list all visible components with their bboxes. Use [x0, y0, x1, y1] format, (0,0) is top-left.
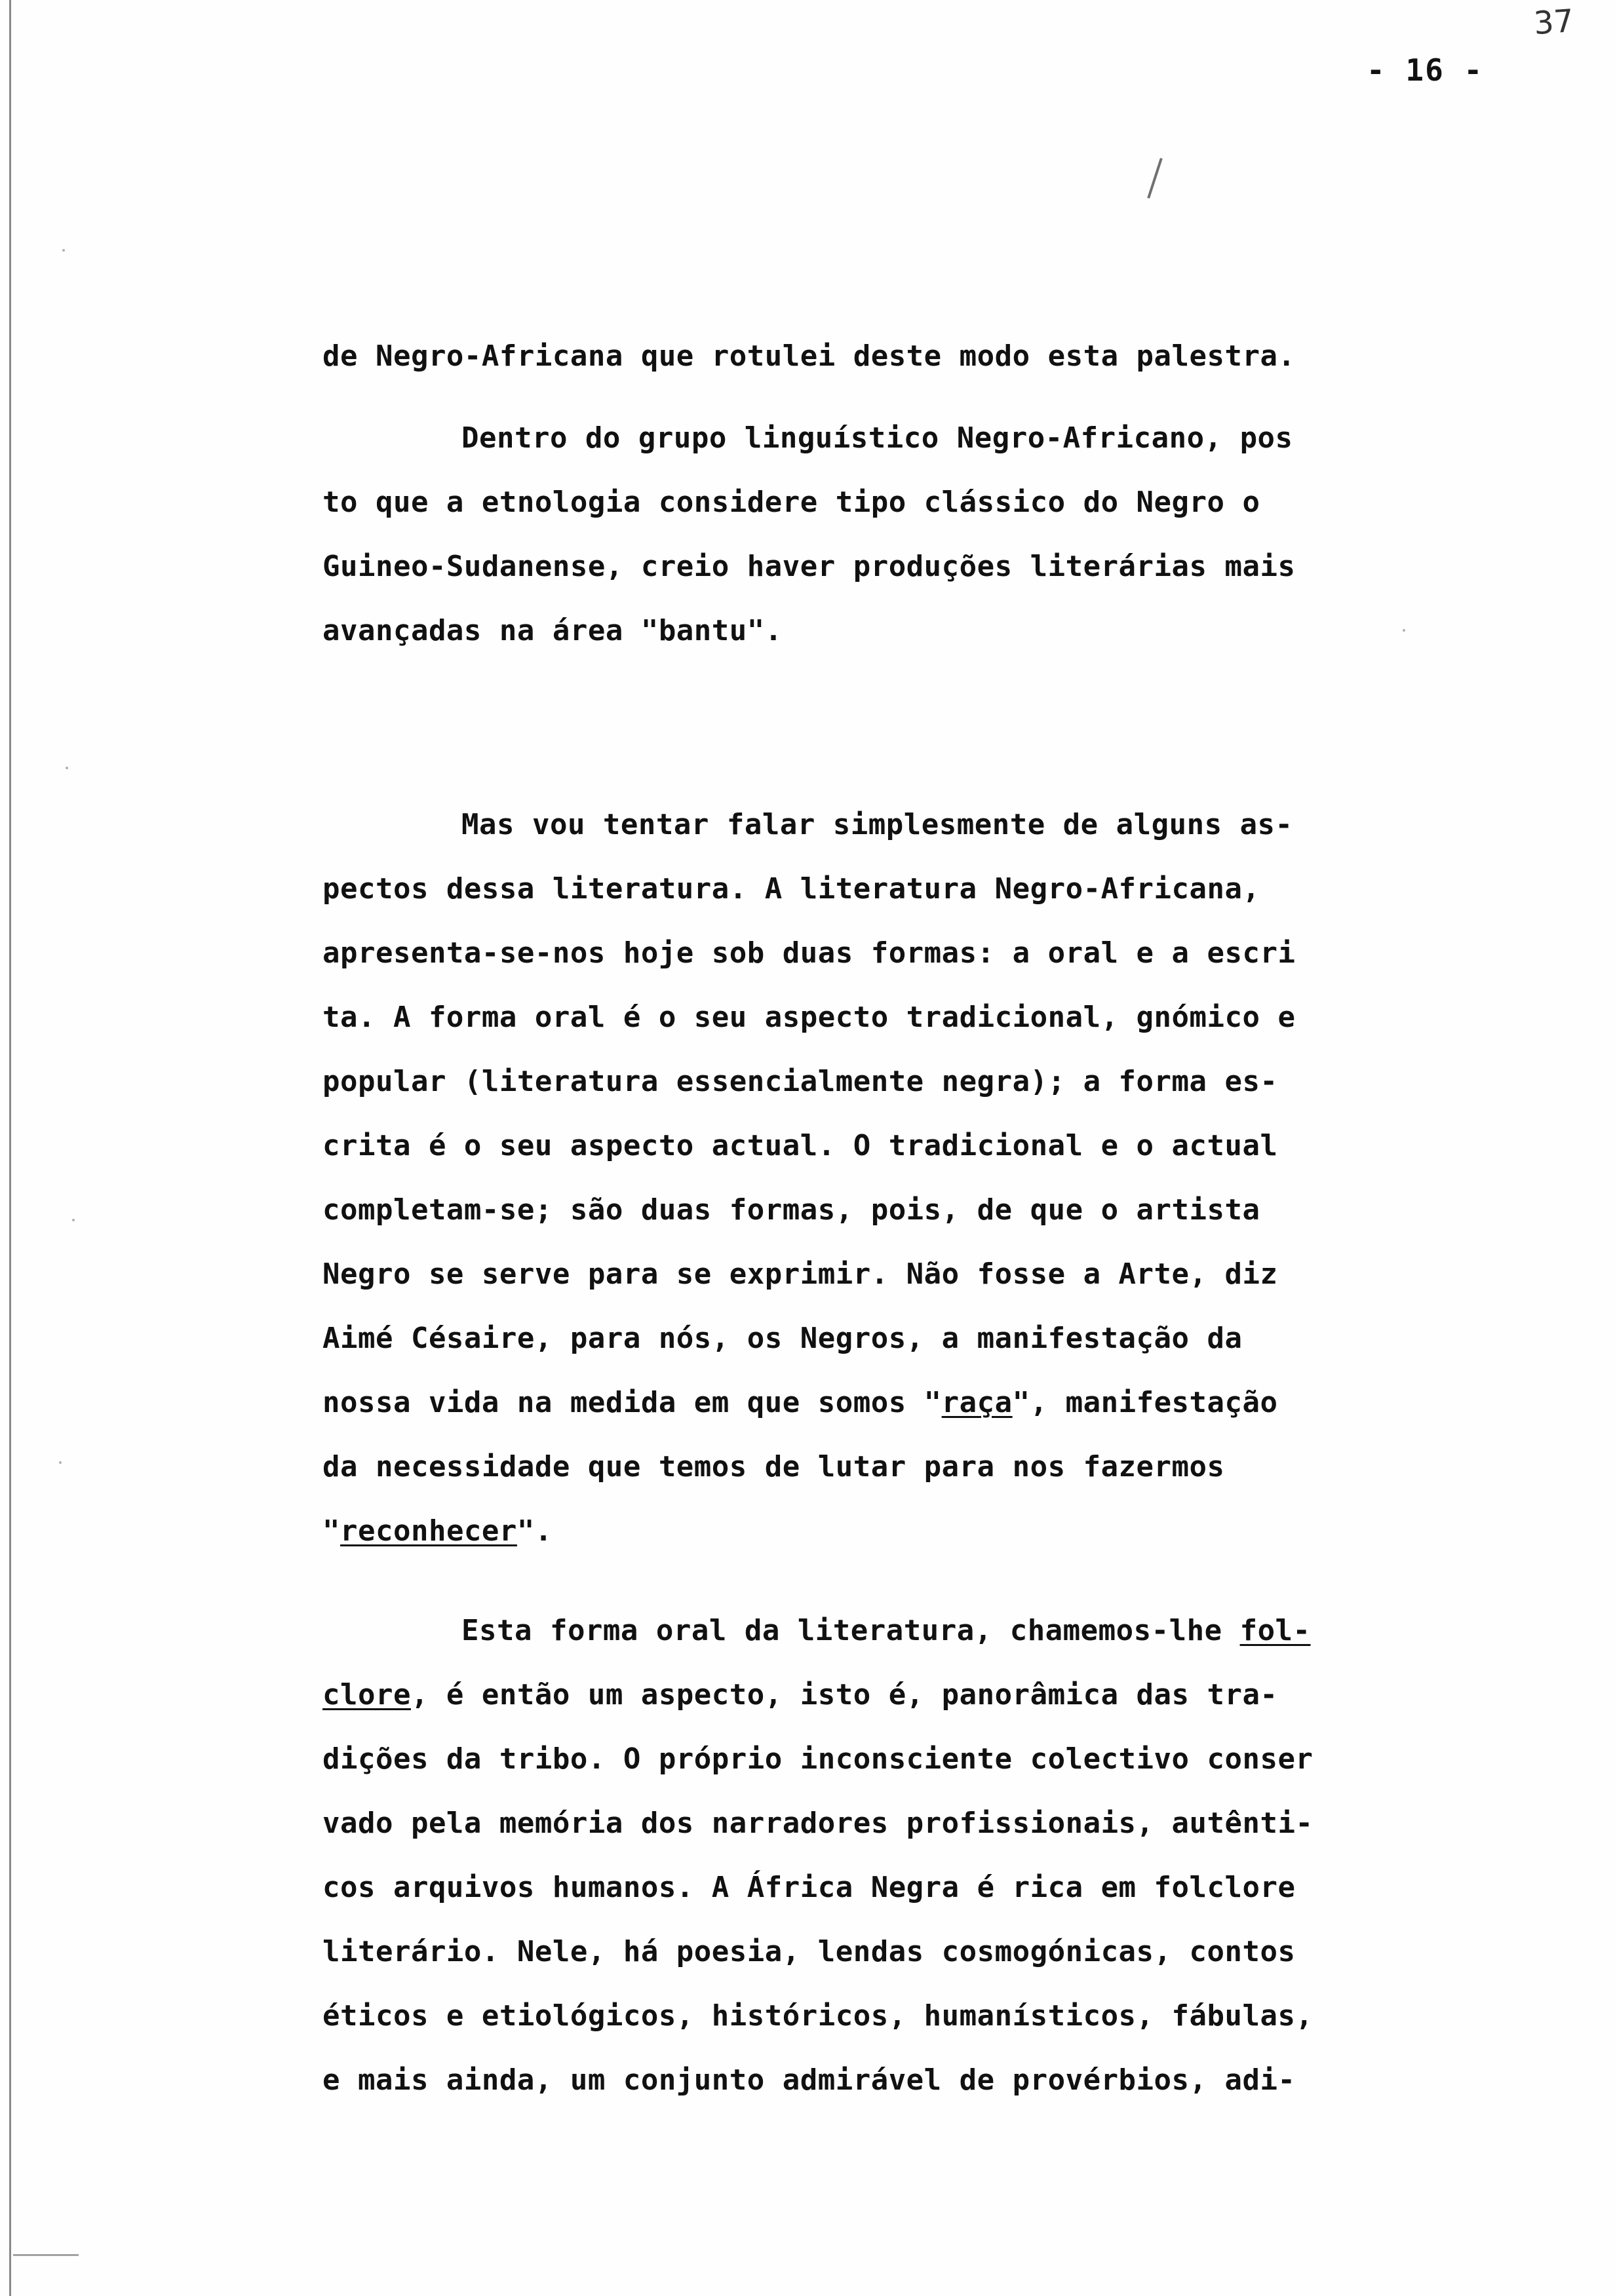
underlined-word: reconhecer [340, 1514, 517, 1548]
text-line: de Negro-Africana que rotulei deste modo esta palestra. [322, 339, 1296, 373]
text-line [322, 1599, 1411, 1663]
paragraph-1 [322, 324, 1411, 389]
archive-number: 37 [1532, 2, 1575, 43]
text-line: to que a etnologia considere tipo clássico do Negro o [322, 486, 1260, 519]
page-number: - 16 - [1367, 52, 1484, 88]
paragraph-3 [322, 793, 1411, 1563]
text-line: Dentro do grupo linguístico Negro-Africano, pos [461, 421, 1293, 455]
scan-speck [62, 249, 65, 252]
paragraph-4 [322, 1599, 1411, 2113]
text-line: Guineo-Sudanense, creio haver produções literárias mais [322, 550, 1296, 583]
text-line: Negro se serve para se exprimir. Não fosse a Arte, diz [322, 1257, 1278, 1291]
text-line: avançadas na área "bantu". [322, 614, 783, 647]
text-line: crita é o seu aspecto actual. O tradicional e o actual [322, 1129, 1278, 1162]
scan-speck [72, 1219, 75, 1221]
text-line: cos arquivos humanos. A África Negra é rica em folclore [322, 1871, 1296, 1904]
scan-speck [59, 1461, 62, 1464]
text-line [322, 1371, 1411, 1435]
scan-speck [66, 767, 68, 769]
text-line: popular (literatura essencialmente negra); a forma es- [322, 1065, 1278, 1098]
text-line: e mais ainda, um conjunto admirável de provérbios, adi- [322, 2063, 1296, 2097]
text-line: pectos dessa literatura. A literatura Negro-Africana, [322, 872, 1260, 906]
text-segment: , é então um aspecto, isto é, panorâmica das tra- [410, 1678, 1278, 1712]
scan-left-edge [9, 0, 11, 2296]
text-line: Aimé Césaire, para nós, os Negros, a manifestação da [322, 1322, 1243, 1355]
text-line: apresenta-se-nos hoje sob duas formas: a oral e a escri [322, 936, 1296, 970]
text-line [322, 1663, 1411, 1727]
text-line: Mas vou tentar falar simplesmente de alguns as- [461, 808, 1293, 841]
text-line: vado pela memória dos narradores profissionais, autênti- [322, 1807, 1313, 1840]
text-line: literário. Nele, há poesia, lendas cosmogónicas, contos [322, 1935, 1296, 1968]
text-line [322, 1499, 1411, 1563]
text-line: completam-se; são duas formas, pois, de que o artista [322, 1193, 1260, 1227]
text-segment: " [322, 1514, 340, 1548]
underlined-word: clore [322, 1678, 411, 1712]
scan-footer-mark [13, 2254, 79, 2256]
pencil-mark [1147, 158, 1163, 199]
text-segment: Esta forma oral da literatura, chamemos-lhe [461, 1614, 1240, 1647]
underlined-word: raça [941, 1386, 1013, 1419]
text-line: da necessidade que temos de lutar para nos fazermos [322, 1450, 1225, 1483]
text-segment: ". [516, 1514, 553, 1548]
text-segment: nossa vida na medida em que somos " [322, 1386, 942, 1419]
text-line: dições da tribo. O próprio inconsciente colectivo conser [322, 1742, 1313, 1776]
text-line: ta. A forma oral é o seu aspecto tradicional, gnómico e [322, 1001, 1296, 1034]
underlined-word: fol- [1239, 1614, 1311, 1647]
text-segment: ", manifestação [1012, 1386, 1278, 1419]
paragraph-2 [322, 406, 1411, 663]
text-line: éticos e etiológicos, históricos, humanísticos, fábulas, [322, 1999, 1313, 2033]
